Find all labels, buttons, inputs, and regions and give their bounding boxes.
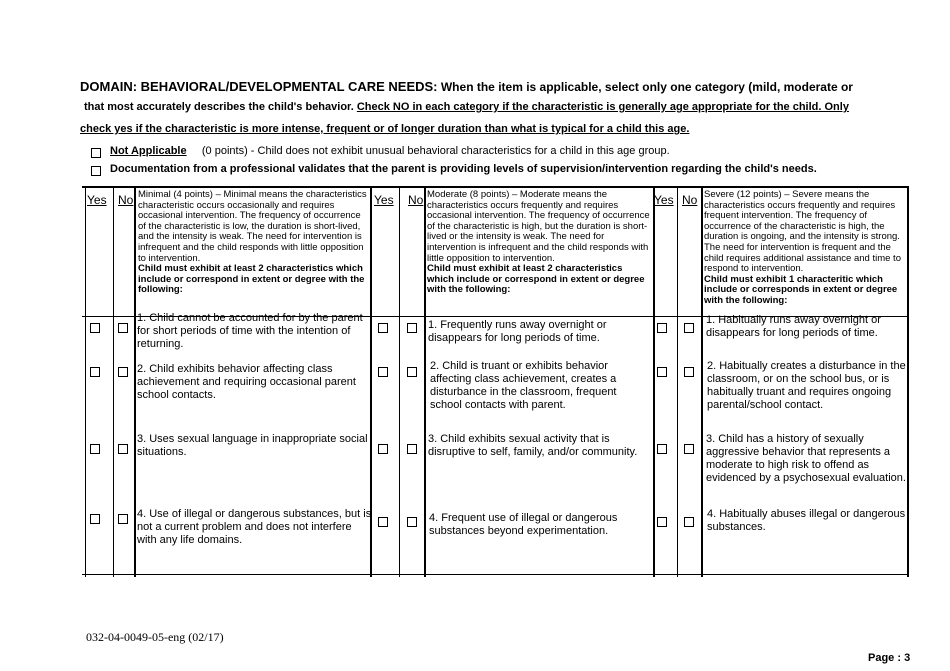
- moderate-no-checkbox[interactable]: [407, 323, 417, 333]
- severe-yes-checkbox[interactable]: [657, 323, 667, 333]
- severe-header: [704, 190, 907, 307]
- severe-no-checkbox[interactable]: [684, 367, 694, 377]
- col-line: [677, 187, 678, 577]
- moderate-yes-checkbox[interactable]: [378, 323, 388, 333]
- domain-intro-line1: When the item is applicable, select only one category (mild, moderate or: [440, 80, 853, 94]
- minimal-item: 2. Child exhibits behavior affecting class achievement and requiring occasional parent school contacts.: [137, 363, 356, 401]
- col-header-no: No: [408, 193, 424, 207]
- col-line: [113, 187, 114, 577]
- intro-line2-plain: that most accurately describes the child's behavior.: [84, 101, 354, 113]
- minimal-yes-checkbox[interactable]: [90, 444, 100, 454]
- minimal-item: 4. Use of illegal or dangerous substances, but is not a current problem and does not interfere with any life domains.: [137, 508, 372, 546]
- not-applicable-text: (0 points) - Child does not exhibit unusual behavioral characteristics for a child in this age group.: [201, 145, 670, 157]
- col-line: [134, 187, 136, 577]
- moderate-no-checkbox[interactable]: [407, 367, 417, 377]
- moderate-yes-checkbox[interactable]: [378, 367, 388, 377]
- domain-title: DOMAIN: BEHAVIORAL/DEVELOPMENTAL CARE NEEDS:: [80, 79, 438, 94]
- moderate-no-checkbox[interactable]: [407, 517, 417, 527]
- severe-yes-checkbox[interactable]: [657, 444, 667, 454]
- moderate-yes-checkbox[interactable]: [378, 444, 388, 454]
- col-header-yes: Yes: [374, 193, 394, 207]
- severe-no-checkbox[interactable]: [684, 444, 694, 454]
- severe-yes-checkbox[interactable]: [657, 367, 667, 377]
- severe-no-checkbox[interactable]: [684, 323, 694, 333]
- minimal-yes-checkbox[interactable]: [90, 323, 100, 333]
- minimal-item: 3. Uses sexual language in inappropriate social situations.: [137, 433, 368, 458]
- minimal-no-checkbox[interactable]: [118, 367, 128, 377]
- col-header-yes: Yes: [87, 193, 107, 207]
- moderate-item: 4. Frequent use of illegal or dangerous substances beyond experimentation.: [429, 512, 618, 537]
- form-code: 032-04-0049-05-eng (02/17): [86, 630, 224, 644]
- col-line: [653, 187, 655, 577]
- moderate-header: [427, 190, 651, 296]
- moderate-requirement: Child must exhibit at least 2 characteristics which include or correspond in extent or degree with the following:: [427, 263, 645, 296]
- moderate-item: 2. Child is truant or exhibits behavior affecting class achievement, creates a disturbance in the classroom, frequent school contacts with parent.: [430, 360, 617, 411]
- col-line: [701, 187, 703, 577]
- col-line: [85, 187, 86, 577]
- not-applicable-row: [110, 145, 670, 157]
- severe-item: 3. Child has a history of sexually aggressive behavior that represents a moderate to high risk to offend as evidenced by a psychosexual evaluation.: [706, 433, 906, 484]
- domain-intro-line3: check yes if the characteristic is more intense, frequent or of longer duration than what is typical for a child this age.: [80, 123, 690, 135]
- severe-description: Severe (12 points) – Severe means the characteristics occurs frequently and requires frequent intervention. The frequency of occurrence of the characteristic is high, the duration is ongoing, and the intensity is strong. The need for intervention is frequent and the child requires additional assistance and time to respond to intervention.: [704, 189, 901, 275]
- severe-requirement: Child must exhibit 1 characteritic which include or corresponds in extent or degree with the following:: [704, 273, 898, 306]
- minimal-yes-checkbox[interactable]: [90, 514, 100, 524]
- col-line: [424, 187, 426, 577]
- not-applicable-checkbox[interactable]: [91, 148, 101, 158]
- intro-line2-underlined: Check NO in each category if the characteristic is generally age appropriate for the child. Only: [356, 101, 849, 113]
- col-header-no: No: [682, 193, 698, 207]
- not-applicable-label: Not Applicable: [110, 145, 187, 157]
- page-number: Page : 3: [868, 652, 911, 664]
- severe-item: 1. Habitually runs away overnight or disappears for long periods of time.: [706, 314, 881, 339]
- minimal-item: 1. Child cannot be accounted for by the parent for short periods of time with the intention of returning.: [137, 312, 363, 350]
- minimal-no-checkbox[interactable]: [118, 323, 128, 333]
- severe-yes-checkbox[interactable]: [657, 517, 667, 527]
- documentation-text: Documentation from a professional validates that the parent is providing levels of supervision/intervention regarding the child's needs.: [110, 163, 817, 175]
- moderate-item: 1. Frequently runs away overnight or disappears for long periods of time.: [428, 319, 607, 344]
- col-header-no: No: [118, 193, 134, 207]
- minimal-no-checkbox[interactable]: [118, 444, 128, 454]
- table-bottom-line: [82, 574, 909, 575]
- domain-heading: [80, 80, 940, 94]
- severe-item: 2. Habitually creates a disturbance in the classroom, or on the school bus, or is habitually truant and requires ongoing parental/school contact.: [707, 360, 906, 411]
- minimal-header: [138, 190, 368, 296]
- table-top-border: [82, 186, 909, 188]
- minimal-yes-checkbox[interactable]: [90, 367, 100, 377]
- col-header-yes: Yes: [654, 193, 674, 207]
- col-line: [399, 187, 400, 577]
- moderate-no-checkbox[interactable]: [407, 444, 417, 454]
- domain-intro-line2: [84, 101, 849, 113]
- severe-item: 4. Habitually abuses illegal or dangerous substances.: [707, 508, 906, 533]
- minimal-requirement: Child must exhibit at least 2 characteristics which include or correspond in extent or degree with the following:: [138, 263, 365, 296]
- documentation-checkbox[interactable]: [91, 166, 101, 176]
- col-line: [907, 187, 909, 577]
- minimal-description: Minimal (4 points) – Minimal means the characteristics characteristic occurs occasionally and requires occasional intervention. The frequency of occurrence of the characteristic is low, the duration is short-lived, and the intensity is weak. The need for intervention is infrequent and the child responds with little opposition to intervention.: [138, 189, 367, 264]
- severe-no-checkbox[interactable]: [684, 517, 694, 527]
- minimal-no-checkbox[interactable]: [118, 514, 128, 524]
- moderate-description: Moderate (8 points) – Moderate means the characteristics occurs frequently and requires occasional intervention. The frequency of occurrence of the characteristic is high, but the duration is short-lived or the intensity is weak. The need for intervention is infrequent and the child responds with little opposition to intervention.: [427, 189, 650, 264]
- moderate-item: 3. Child exhibits sexual activity that is disruptive to self, family, and/or community.: [428, 433, 638, 458]
- moderate-yes-checkbox[interactable]: [378, 517, 388, 527]
